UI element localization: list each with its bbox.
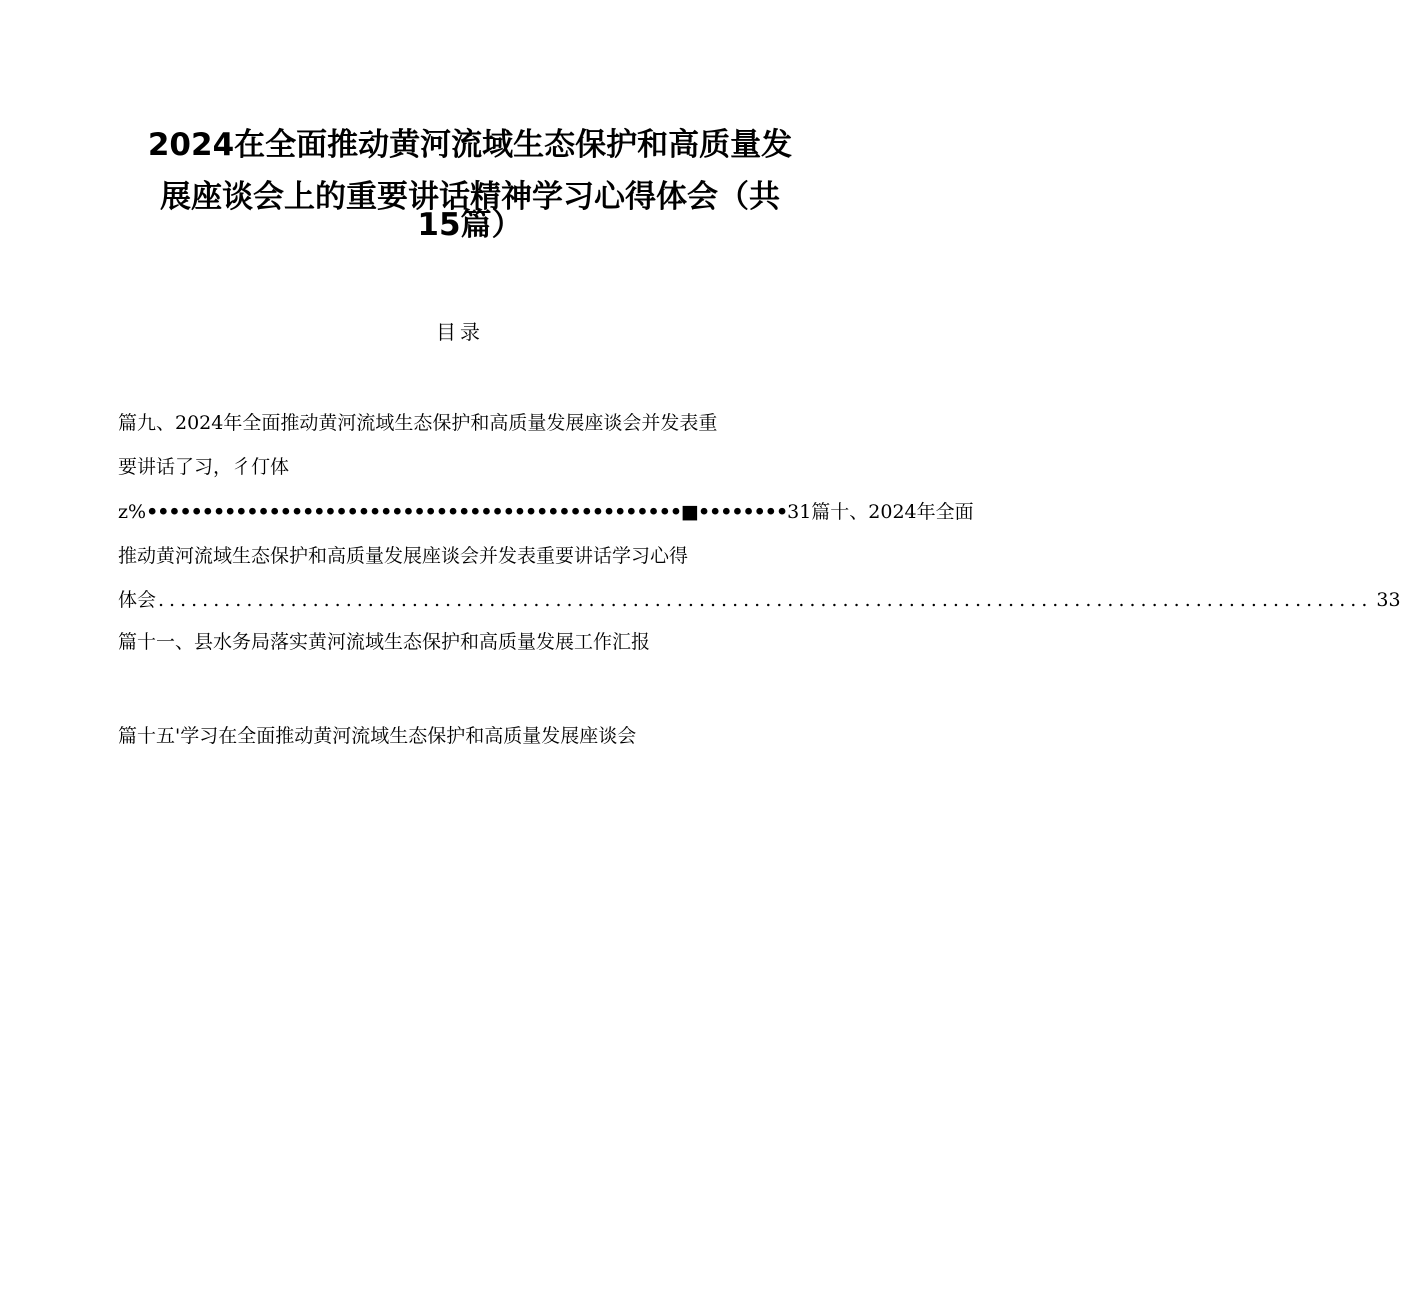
document-title-line-3: 15篇） <box>417 207 523 243</box>
toc-entry-15-line-1[interactable]: 篇十五'学习在全面推动黄河流域生态保护和高质量发展座谈会 <box>118 725 637 747</box>
toc-entry-9-prefix: z% <box>118 501 147 523</box>
document-title-line-1: 2024在全面推动黄河流域生态保护和高质量发 <box>147 127 793 163</box>
toc-entry-9-line-1[interactable]: 篇九、2024年全面推动黄河流域生态保护和高质量发展座谈会并发表重 <box>118 412 718 434</box>
toc-heading: 目录 <box>436 320 484 344</box>
toc-entry-10-line-3[interactable] <box>118 584 1401 616</box>
toc-entry-10-line-2[interactable]: 推动黄河流域生态保护和高质量发展座谈会并发表重要讲话学习心得 <box>118 545 689 567</box>
toc-entry-10-page-number: 33 <box>1376 589 1401 611</box>
document-title-line-2: 展座谈会上的重要讲话精神学习心得体会（共 <box>160 179 780 215</box>
toc-entry-11-line-1[interactable]: 篇十一、县水务局落实黄河流域生态保护和高质量发展工作汇报 <box>118 631 651 653</box>
toc-entry-9-10-combined-line[interactable] <box>118 496 974 528</box>
toc-entry-9-page-number: 31 <box>787 501 812 523</box>
toc-entry-10-line-1: 篇十、2024年全面 <box>811 501 974 523</box>
toc-entry-10-tail: 体会 <box>118 589 157 611</box>
toc-entry-10-leader-dots <box>156 584 1374 616</box>
toc-entry-9-line-2[interactable]: 要讲话了习，彳仃体 <box>118 456 290 478</box>
toc-entry-9-leader-dots: ••••••••••••••••••••••••••••••••••••••••••••••••■•••••••• <box>146 501 788 523</box>
